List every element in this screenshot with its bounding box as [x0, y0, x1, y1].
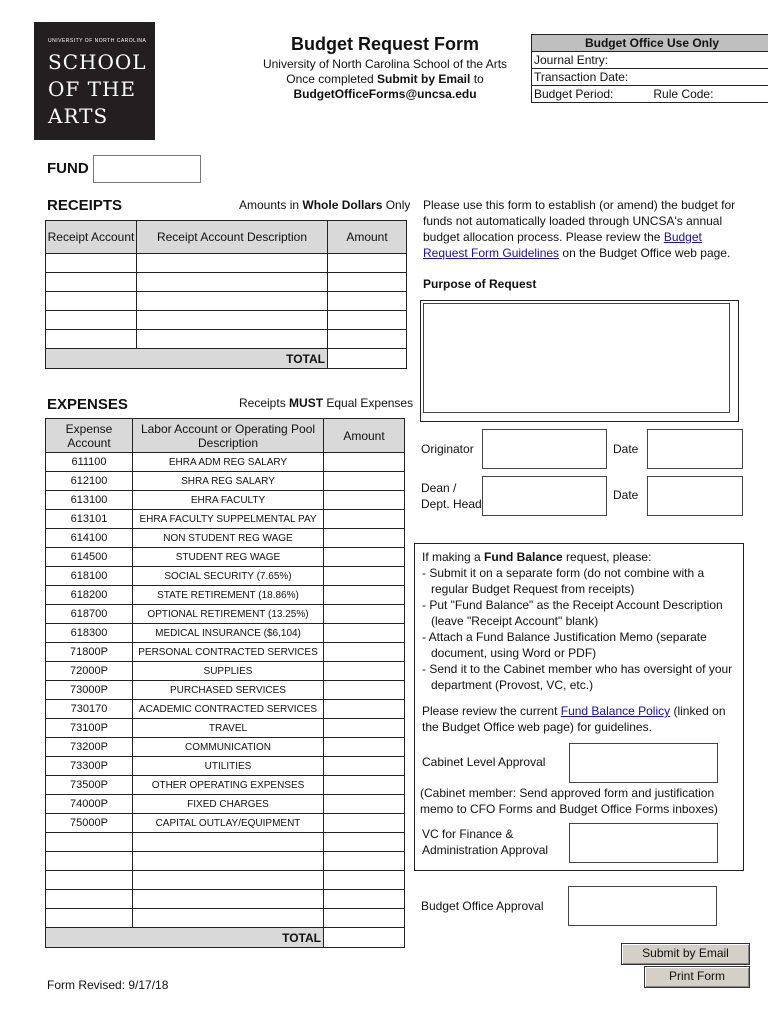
expense-amount-input[interactable] — [324, 624, 405, 643]
table-row — [46, 643, 405, 662]
instruction-pre: Once completed — [286, 72, 377, 86]
fb-post: request, please: — [562, 550, 652, 564]
table-row — [46, 453, 405, 472]
expense-desc-input[interactable] — [133, 833, 324, 852]
expense-amount-input[interactable] — [324, 472, 405, 491]
expense-amount-input[interactable] — [324, 852, 405, 871]
dean-label — [421, 480, 482, 512]
expense-amount-input[interactable] — [324, 871, 405, 890]
expense-desc-input[interactable] — [133, 871, 324, 890]
logo-university: UNIVERSITY OF NORTH CAROLINA — [48, 38, 147, 44]
receipts-title: RECEIPTS — [47, 197, 123, 214]
cabinet-note: (Cabinet member: Send approved form and justification memo to CFO Forms and Budget Office Forms inboxes) — [420, 786, 718, 816]
receipt-account-input[interactable] — [46, 311, 137, 330]
vc-label-2: Administration Approval — [422, 843, 549, 857]
table-row — [46, 491, 405, 510]
expense-account: 73200P — [46, 738, 133, 757]
rule-code-label: Rule Code: — [653, 87, 714, 101]
table-row — [46, 548, 405, 567]
budget-office-approval-label: Budget Office Approval — [421, 899, 544, 913]
fb-bullet-2a: - Put "Fund Balance" as the Receipt Account Description — [422, 598, 723, 612]
table-row — [46, 681, 405, 700]
expense-account-input[interactable] — [46, 871, 133, 890]
receipts-note-post: Only — [382, 198, 411, 212]
originator-label: Originator — [421, 442, 474, 456]
expense-desc: CAPITAL OUTLAY/EQUIPMENT — [133, 814, 324, 833]
fb-review-pre: Please review the current — [422, 704, 561, 718]
expenses-note-pre: Receipts — [239, 396, 290, 410]
expense-amount-input[interactable] — [324, 586, 405, 605]
fb-bullet-4a: - Send it to the Cabinet member who has oversight of your — [422, 662, 733, 676]
receipt-desc-input[interactable] — [137, 273, 328, 292]
expense-desc: COMMUNICATION — [133, 738, 324, 757]
purpose-box-frame — [420, 300, 739, 422]
expense-desc-input[interactable] — [133, 909, 324, 928]
transaction-date-field[interactable]: Transaction Date: — [532, 69, 768, 86]
expense-desc: UTILITIES — [133, 757, 324, 776]
expenses-note-post: Equal Expenses — [323, 396, 414, 410]
fund-label: FUND — [47, 160, 89, 177]
expense-account: 73500P — [46, 776, 133, 795]
budget-period-row[interactable] — [532, 86, 768, 103]
fund-balance-intro — [422, 549, 740, 565]
table-row — [46, 909, 405, 928]
expense-desc: STUDENT REG WAGE — [133, 548, 324, 567]
expense-amount-input[interactable] — [324, 833, 405, 852]
expense-account: 73000P — [46, 681, 133, 700]
expense-account: 73300P — [46, 757, 133, 776]
expense-amount-input[interactable] — [324, 605, 405, 624]
receipt-desc-input[interactable] — [137, 254, 328, 273]
expense-amount-input[interactable] — [324, 453, 405, 472]
receipt-amount-input[interactable] — [328, 292, 407, 311]
expense-amount-input[interactable] — [324, 662, 405, 681]
fb-pre: If making a — [422, 550, 485, 564]
table-row — [46, 586, 405, 605]
table-row — [46, 795, 405, 814]
receipt-desc-input[interactable] — [137, 311, 328, 330]
table-row — [46, 757, 405, 776]
receipts-total-row — [46, 349, 407, 369]
table-row — [46, 330, 407, 349]
expense-desc: PURCHASED SERVICES — [133, 681, 324, 700]
expense-account: 73100P — [46, 719, 133, 738]
expense-amount-input[interactable] — [324, 681, 405, 700]
receipt-amount-input[interactable] — [328, 254, 407, 273]
dean-label-2: Dept. Head — [421, 497, 482, 511]
expense-account: 74000P — [46, 795, 133, 814]
dean-date-label: Date — [613, 488, 639, 502]
fund-balance-panel — [414, 543, 744, 871]
receipt-desc-input[interactable] — [137, 330, 328, 349]
dean-input[interactable] — [482, 476, 607, 516]
receipts-col-account: Receipt Account — [46, 221, 137, 254]
dean-date-input[interactable] — [647, 476, 743, 516]
fb-bold: Fund Balance — [484, 550, 563, 564]
receipt-account-input[interactable] — [46, 330, 137, 349]
fb-review-post: (linked on the Budget Office web page) for guidelines. — [422, 704, 726, 734]
expense-desc: TRAVEL — [133, 719, 324, 738]
receipts-col-amount: Amount — [328, 221, 407, 254]
expense-desc: EHRA FACULTY — [133, 491, 324, 510]
fb-bullet-3b: document, using Word or PDF) — [431, 646, 597, 660]
expense-desc: NON STUDENT REG WAGE — [133, 529, 324, 548]
instruction-post: to — [470, 72, 484, 86]
expense-amount-input[interactable] — [324, 795, 405, 814]
expenses-note — [239, 396, 413, 410]
expense-desc: OTHER OPERATING EXPENSES — [133, 776, 324, 795]
expense-desc: SHRA REG SALARY — [133, 472, 324, 491]
expense-account-input[interactable] — [46, 890, 133, 909]
expense-desc: MEDICAL INSURANCE ($6,104) — [133, 624, 324, 643]
expense-amount-input[interactable] — [324, 510, 405, 529]
fb-bullet-1a: - Submit it on a separate form (do not combine with a — [422, 566, 705, 580]
table-row — [46, 852, 405, 871]
receipts-col-desc: Receipt Account Description — [137, 221, 328, 254]
table-row — [46, 605, 405, 624]
expense-account: 613101 — [46, 510, 133, 529]
expense-amount-input[interactable] — [324, 738, 405, 757]
print-form-button[interactable]: Print Form — [644, 966, 750, 988]
fund-input[interactable] — [93, 155, 201, 183]
form-revised: Form Revised: 9/17/18 — [47, 978, 169, 992]
cabinet-approval-input[interactable] — [569, 743, 718, 783]
intro-text-1: Please use this form to establish (or amend) the budget for funds not automatically loaded through UNCSA's annual budget allocation process. Please review the — [423, 198, 736, 244]
table-row — [46, 624, 405, 643]
expense-desc-input[interactable] — [133, 890, 324, 909]
fund-balance-instructions — [422, 549, 740, 735]
expense-amount-input[interactable] — [324, 890, 405, 909]
receipts-total-amount[interactable] — [328, 349, 407, 369]
expense-amount-input[interactable] — [324, 719, 405, 738]
instruction-bold: Submit by Email — [377, 72, 471, 86]
expenses-total-amount[interactable] — [324, 928, 405, 948]
form-header — [235, 34, 535, 102]
intro-text-2: on the Budget Office web page. — [559, 246, 731, 260]
header-university: University of North Carolina School of the Arts — [262, 57, 508, 71]
receipt-desc-input[interactable] — [137, 292, 328, 311]
receipts-note — [239, 198, 410, 212]
fb-bullet-2b: (leave "Receipt Account" blank) — [431, 614, 599, 628]
receipt-amount-input[interactable] — [328, 273, 407, 292]
table-row — [46, 254, 407, 273]
expense-desc: FIXED CHARGES — [133, 795, 324, 814]
table-row — [46, 738, 405, 757]
table-row — [46, 510, 405, 529]
purpose-input[interactable] — [423, 303, 730, 413]
receipts-note-pre: Amounts in — [239, 198, 303, 212]
receipts-note-bold: Whole Dollars — [302, 198, 383, 212]
originator-input[interactable] — [482, 429, 607, 469]
receipt-amount-input[interactable] — [328, 330, 407, 349]
expense-desc: STATE RETIREMENT (18.86%) — [133, 586, 324, 605]
expense-amount-input[interactable] — [324, 529, 405, 548]
school-logo — [34, 22, 155, 140]
table-row — [46, 700, 405, 719]
table-row — [46, 662, 405, 681]
journal-entry-field[interactable]: Journal Entry: — [532, 52, 768, 69]
logo-line3: ARTS — [48, 104, 109, 128]
expense-desc: ACADEMIC CONTRACTED SERVICES — [133, 700, 324, 719]
receipt-account-input[interactable] — [46, 292, 137, 311]
table-row — [46, 292, 407, 311]
header-instruction — [235, 72, 535, 87]
expense-account: 618700 — [46, 605, 133, 624]
receipts-total-label: TOTAL — [46, 349, 328, 369]
expense-desc: PERSONAL CONTRACTED SERVICES — [133, 643, 324, 662]
expense-desc: EHRA ADM REG SALARY — [133, 453, 324, 472]
intro-text — [423, 197, 741, 261]
expense-account-input[interactable] — [46, 909, 133, 928]
expense-account: 614100 — [46, 529, 133, 548]
expenses-col-amount: Amount — [324, 419, 405, 453]
expense-account: 611100 — [46, 453, 133, 472]
expense-account-input[interactable] — [46, 852, 133, 871]
expenses-title: EXPENSES — [47, 396, 128, 413]
expense-desc: OPTIONAL RETIREMENT (13.25%) — [133, 605, 324, 624]
fb-bullet-1b: regular Budget Request from receipts) — [431, 582, 635, 596]
logo-line1: SCHOOL — [48, 50, 147, 74]
expense-account: 71800P — [46, 643, 133, 662]
table-row — [46, 472, 405, 491]
table-row — [46, 890, 405, 909]
table-row — [46, 814, 405, 833]
form-title: Budget Request Form — [290, 34, 479, 54]
expense-amount-input[interactable] — [324, 548, 405, 567]
expense-account: 72000P — [46, 662, 133, 681]
expenses-col-account: Expense Account — [46, 419, 133, 453]
expense-account: 618300 — [46, 624, 133, 643]
table-row — [46, 871, 405, 890]
expense-account: 613100 — [46, 491, 133, 510]
table-row — [46, 311, 407, 330]
fund-balance-policy-link[interactable]: Fund Balance Policy — [560, 704, 671, 718]
expense-account: 730170 — [46, 700, 133, 719]
purpose-label: Purpose of Request — [423, 277, 537, 291]
expense-desc: EHRA FACULTY SUPPELMENTAL PAY — [133, 510, 324, 529]
originator-date-input[interactable] — [647, 429, 743, 469]
logo-line2: OF THE — [48, 77, 137, 101]
expense-amount-input[interactable] — [324, 776, 405, 795]
expense-account: 618200 — [46, 586, 133, 605]
guidelines-link[interactable]: Budget Request Form Guidelines — [423, 230, 702, 260]
table-row — [46, 273, 407, 292]
expenses-note-bold: MUST — [289, 396, 324, 410]
receipt-account-input[interactable] — [46, 254, 137, 273]
budget-period-label: Budget Period: — [534, 87, 614, 101]
table-row — [46, 529, 405, 548]
fb-bullet-4b: department (Provost, VC, etc.) — [431, 678, 594, 692]
vc-label-1: VC for Finance & — [422, 827, 514, 841]
vc-approval-input[interactable] — [569, 823, 718, 863]
expense-account: 75000P — [46, 814, 133, 833]
budget-office-approval-input[interactable] — [568, 886, 717, 926]
originator-date-label: Date — [613, 442, 639, 456]
expenses-total-row — [46, 928, 405, 948]
expense-amount-input[interactable] — [324, 491, 405, 510]
expense-desc-input[interactable] — [133, 852, 324, 871]
receipts-table — [45, 220, 407, 369]
submit-by-email-button[interactable]: Submit by Email — [621, 943, 750, 965]
expense-amount-input[interactable] — [324, 814, 405, 833]
fb-bullet-3a: - Attach a Fund Balance Justification Memo (separate — [422, 630, 707, 644]
expense-account: 614500 — [46, 548, 133, 567]
expense-amount-input[interactable] — [324, 909, 405, 928]
receipt-account-input[interactable] — [46, 273, 137, 292]
table-row — [46, 776, 405, 795]
expenses-col-desc: Labor Account or Operating Pool Description — [133, 419, 324, 453]
expense-account: 612100 — [46, 472, 133, 491]
expense-amount-input[interactable] — [324, 643, 405, 662]
table-row — [46, 719, 405, 738]
expense-amount-input[interactable] — [324, 567, 405, 586]
table-row — [46, 567, 405, 586]
expense-account-input[interactable] — [46, 833, 133, 852]
budget-office-use-table — [531, 34, 768, 103]
header-email: BudgetOfficeForms@uncsa.edu — [293, 87, 477, 101]
expense-amount-input[interactable] — [324, 700, 405, 719]
expenses-total-label: TOTAL — [46, 928, 324, 948]
expense-desc: SOCIAL SECURITY (7.65%) — [133, 567, 324, 586]
vc-approval-label — [422, 826, 548, 858]
table-row — [46, 833, 405, 852]
expense-desc: SUPPLIES — [133, 662, 324, 681]
expense-account: 618100 — [46, 567, 133, 586]
cabinet-approval-label: Cabinet Level Approval — [422, 755, 546, 769]
expenses-table — [45, 418, 405, 948]
expense-amount-input[interactable] — [324, 757, 405, 776]
budget-office-title: Budget Office Use Only — [532, 35, 768, 52]
fb-review — [422, 703, 740, 735]
dean-label-1: Dean / — [421, 481, 457, 495]
receipt-amount-input[interactable] — [328, 311, 407, 330]
